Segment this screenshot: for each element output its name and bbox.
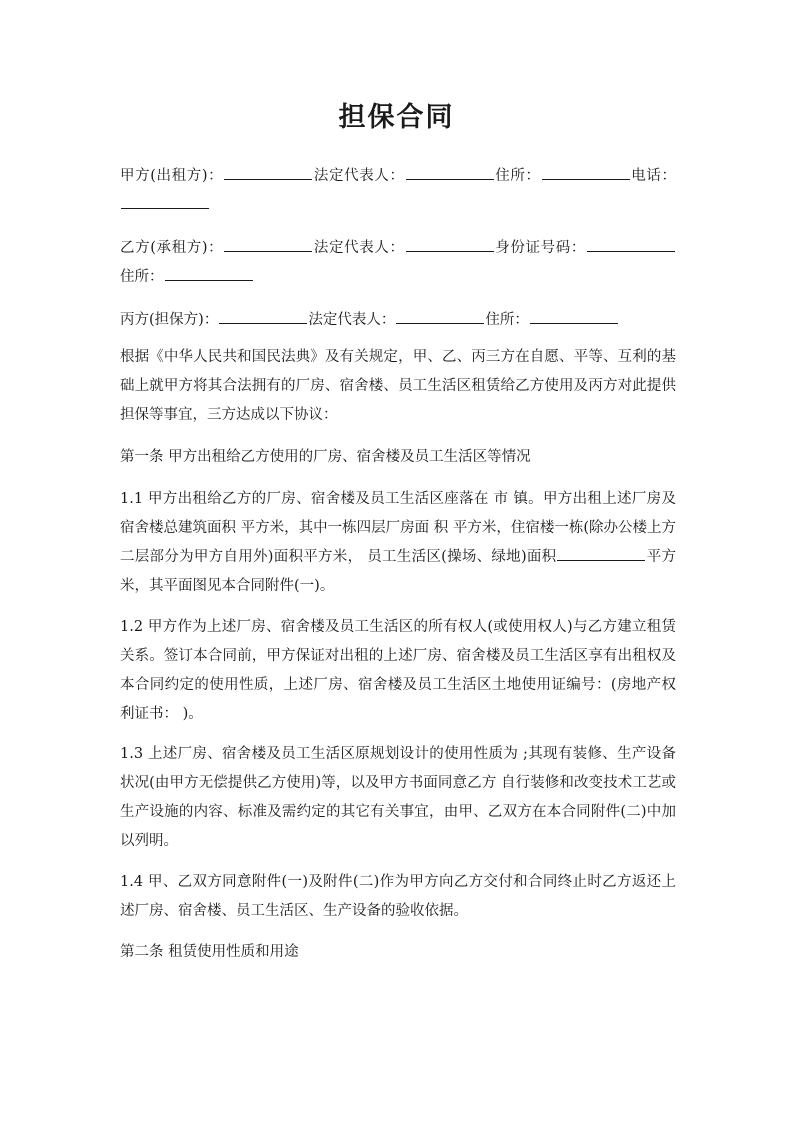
party-b-name-blank [224, 237, 312, 252]
article-2-heading: 第二条 租赁使用性质和用途 [120, 944, 299, 960]
party-c-label: 丙方(担保方)： [120, 312, 219, 328]
party-b-rep-blank [406, 237, 494, 252]
party-a-line [120, 162, 676, 220]
clause-1-1-text: 1.1 甲方出租给乙方的厂房、宿舍楼及员工生活区座落在 市 镇。甲方出租上述厂房及宿舍楼总建筑面积 平方米，其中一栋四层厂房面 积 平方米，住宿楼一栋(除办公楼上方二层部分为甲方自用外)面积平方米， 员工生活区(操场、绿地)面积 [120, 491, 676, 565]
clause-1-1 [120, 485, 676, 601]
party-b-label: 乙方(承租方)： [120, 240, 224, 256]
clause-1-1-area-blank [557, 546, 645, 561]
clause-1-3: 1.3 上述厂房、宿舍楼及员工生活区原规划设计的使用性质为 ;其现有装修、生产设备状况(由甲方无偿提供乙方使用)等，以及甲方书面同意乙方 自行装修和改变技术工艺或生产设施的内容、标准及需约定的其它有关事宜，由甲、乙双方在本合同附件(二)中加以列明。 [120, 746, 676, 849]
clause-1-4: 1.4 甲、乙双方同意附件(一)及附件(二)作为甲方向乙方交付和合同终止时乙方返还上述厂房、宿舍楼、员工生活区、生产设备的验收依据。 [120, 874, 676, 919]
party-a-phone-blank [121, 194, 209, 209]
party-a-label: 甲方(出租方)： [120, 168, 224, 184]
party-a-rep-blank [406, 165, 494, 180]
party-a-address-label: 住所： [494, 168, 541, 184]
party-c-name-blank [219, 309, 307, 324]
party-b-address-blank [165, 266, 253, 281]
party-b-line [120, 234, 676, 292]
party-a-address-blank [542, 165, 630, 180]
party-a-rep-label: 法定代表人： [313, 168, 405, 184]
party-c-rep-blank [396, 309, 484, 324]
clause-1-2: 1.2 甲方作为上述厂房、宿舍楼及员工生活区的所有权人(或使用权人)与乙方建立租赁关系。签订本合同前，甲方保证对出租的上述厂房、宿舍楼及员工生活区享有出租权及本合同约定的使用性质，上述厂房、宿舍楼及员工生活区土地使用证编号：(房地产权利证书： )。 [120, 619, 676, 722]
party-a-name-blank [224, 165, 312, 180]
party-c-address-blank [530, 309, 618, 324]
party-b-id-label: 身份证号码： [494, 240, 587, 256]
preamble-paragraph: 根据《中华人民共和国民法典》及有关规定，甲、乙、丙三方在自愿、平等、互利的基础上就甲方将其合法拥有的厂房、宿舍楼、员工生活区租赁给乙方使用及丙方对此提供担保等事宜，三方达成以下协议： [120, 349, 676, 423]
document-title: 担保合同 [338, 102, 455, 133]
party-b-rep-label: 法定代表人： [313, 240, 405, 256]
party-c-line [120, 306, 676, 335]
clause-1-1-text-end: 平方米，其平面图见本合同附件(一)。 [120, 549, 677, 594]
party-a-phone-label: 电话： [630, 168, 677, 184]
party-c-rep-label: 法定代表人： [308, 312, 396, 328]
party-b-address-label: 住所： [120, 269, 164, 285]
party-c-address-label: 住所： [485, 312, 529, 328]
party-b-id-blank [587, 237, 675, 252]
article-1-heading: 第一条 甲方出租给乙方使用的厂房、宿舍楼及员工生活区等情况 [120, 449, 531, 465]
